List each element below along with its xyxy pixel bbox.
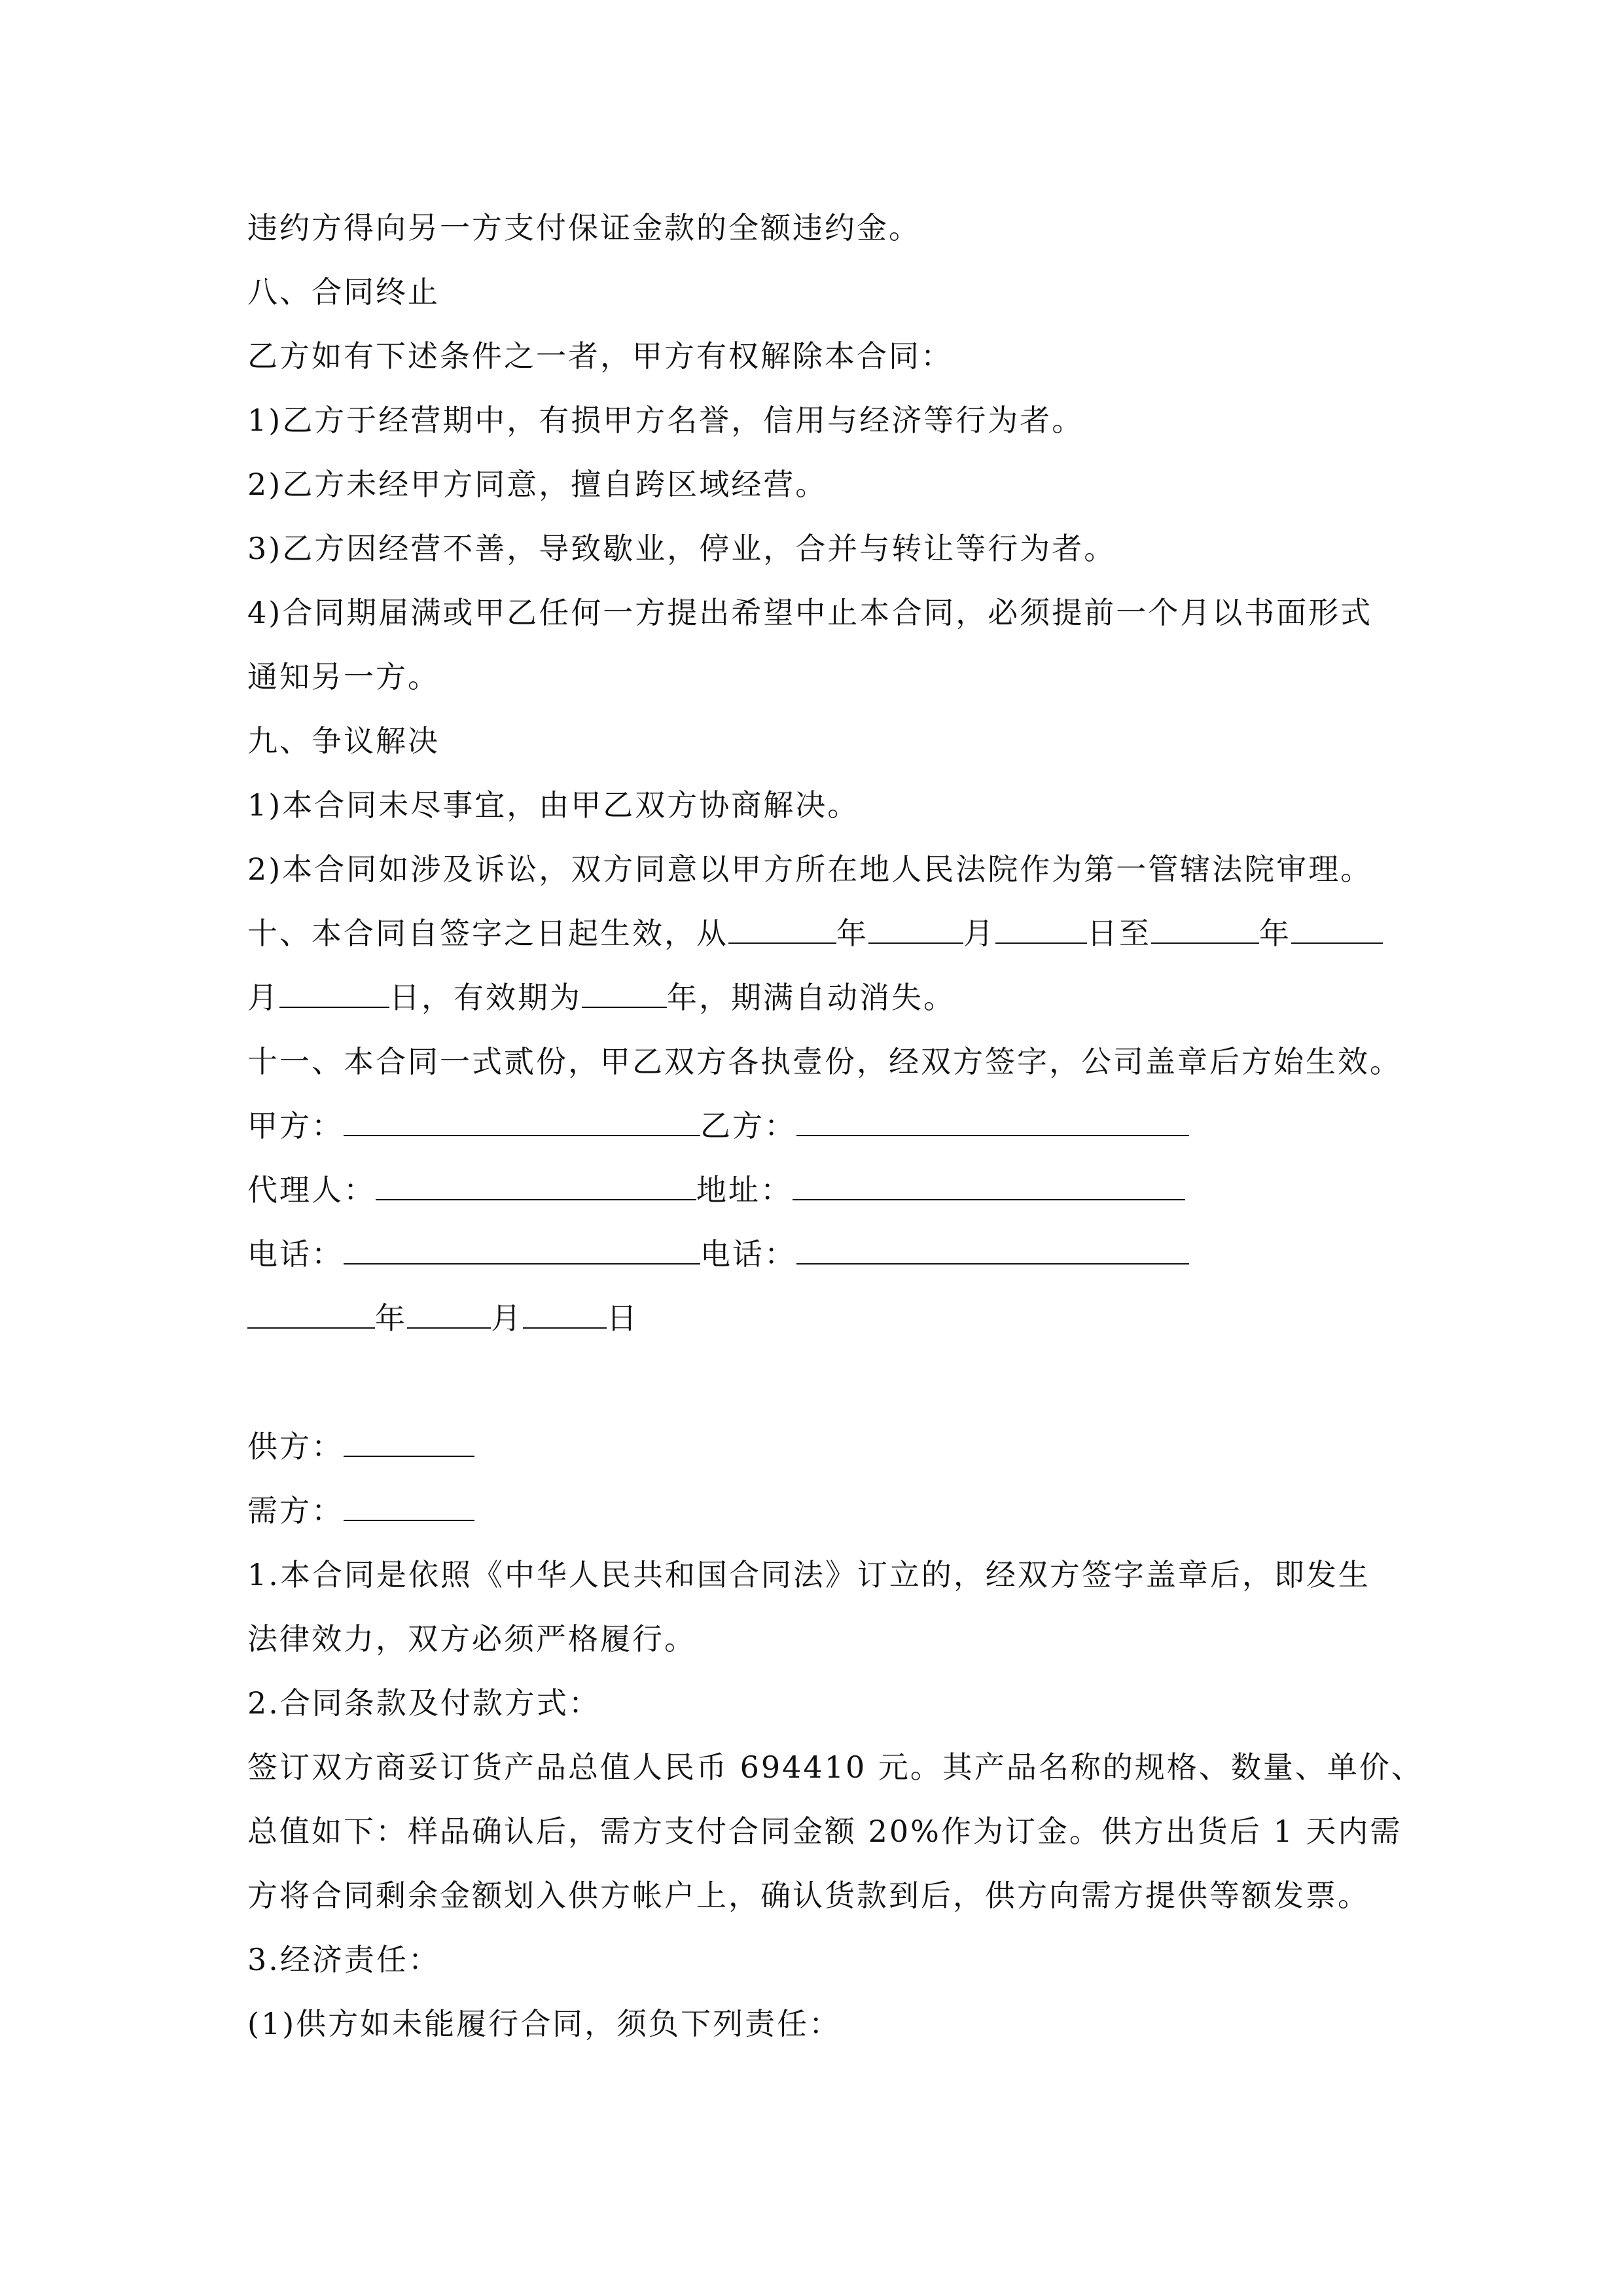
blank-field[interactable] xyxy=(279,978,389,1008)
blank-field[interactable] xyxy=(1151,914,1259,944)
list-item: 3)乙方因经营不善，导致歇业，停业，合并与转让等行为者。 xyxy=(247,531,1116,566)
clause-text: 年 xyxy=(1259,916,1291,951)
list-item: 1)本合同未尽事宜，由甲乙双方协商解决。 xyxy=(247,787,860,823)
signature-row xyxy=(247,1106,1189,1145)
paragraph-line: 签订双方商妥订货产品总值人民币 694410 元。其产品名称的规格、数量、单价、 xyxy=(247,1749,1423,1785)
clause-text: 月 xyxy=(963,916,995,951)
effective-period-clause xyxy=(247,978,955,1017)
day-label: 日 xyxy=(607,1300,639,1336)
section-heading-termination: 八、合同终止 xyxy=(247,274,440,310)
clause-text: 日，有效期为 xyxy=(389,980,582,1015)
blank-field[interactable] xyxy=(868,914,963,944)
day-field[interactable] xyxy=(523,1299,607,1329)
paragraph-line: 通知另一方。 xyxy=(247,659,440,694)
section-heading-dispute: 九、争议解决 xyxy=(247,723,440,759)
supplier-field[interactable] xyxy=(344,1427,474,1457)
list-item: 2)本合同如涉及诉讼，双方同意以甲方所在地人民法院作为第一管辖法院审理。 xyxy=(247,852,1373,887)
blank-field[interactable] xyxy=(995,914,1087,944)
party-a-label: 甲方： xyxy=(247,1108,344,1143)
blank-field[interactable] xyxy=(1291,914,1383,944)
month-field[interactable] xyxy=(407,1299,491,1329)
blank-field[interactable] xyxy=(728,914,836,944)
paragraph-line: 总值如下：样品确认后，需方支付合同金额 20%作为订金。供方出货后 1 天内需 xyxy=(247,1814,1402,1849)
supplier-row xyxy=(247,1427,474,1466)
paragraph-line: 法律效力，双方必须严格履行。 xyxy=(247,1621,696,1657)
paragraph-line: 乙方如有下述条件之一者，甲方有权解除本合同： xyxy=(247,338,953,374)
list-item: 1)乙方于经营期中，有损甲方名誉，信用与经济等行为者。 xyxy=(247,403,1084,438)
signature-row xyxy=(247,1234,1189,1274)
party-b-label: 乙方： xyxy=(700,1108,796,1143)
clause-text: 年 xyxy=(836,916,868,951)
party-a-field[interactable] xyxy=(344,1106,700,1136)
clause-text: 日至 xyxy=(1087,916,1151,951)
address-field[interactable] xyxy=(793,1170,1185,1200)
list-item: 2)乙方未经甲方同意，擅自跨区域经营。 xyxy=(247,467,828,502)
list-item: (1)供方如未能履行合同，须负下列责任： xyxy=(247,2006,842,2041)
section-heading-payment: 2.合同条款及付款方式： xyxy=(247,1685,601,1721)
year-field[interactable] xyxy=(247,1299,375,1329)
paragraph-line: 方将合同剩余金额划入供方帐户上，确认货款到后，供方向需方提供等额发票。 xyxy=(247,1878,1370,1913)
clause-text: 十、本合同自签字之日起生效，从 xyxy=(247,916,728,951)
buyer-field[interactable] xyxy=(344,1491,474,1521)
clause-text: 月 xyxy=(247,980,279,1015)
supplier-label: 供方： xyxy=(247,1429,344,1464)
phone-b-label: 电话： xyxy=(700,1236,796,1272)
signature-date-row xyxy=(247,1299,639,1338)
paragraph-line: 违约方得向另一方支付保证金款的全额违约金。 xyxy=(247,210,921,245)
effective-date-clause xyxy=(247,914,1383,953)
phone-a-label: 电话： xyxy=(247,1236,344,1272)
paragraph-line: 1.本合同是依照《中华人民共和国合同法》订立的，经双方签字盖章后，即发生 xyxy=(247,1557,1370,1592)
list-item: 4)合同期届满或甲乙任何一方提出希望中止本合同，必须提前一个月以书面形式 xyxy=(247,595,1373,630)
agent-field[interactable] xyxy=(376,1170,696,1200)
year-label: 年 xyxy=(375,1300,407,1336)
agent-label: 代理人： xyxy=(247,1172,376,1208)
paragraph-line: 十一、本合同一式贰份，甲乙双方各执壹份，经双方签字，公司盖章后方始生效。 xyxy=(247,1044,1402,1079)
month-label: 月 xyxy=(491,1300,523,1336)
phone-a-field[interactable] xyxy=(344,1234,700,1265)
signature-row xyxy=(247,1170,1185,1210)
buyer-row xyxy=(247,1491,474,1530)
phone-b-field[interactable] xyxy=(796,1234,1189,1265)
clause-text: 年，期满自动消失。 xyxy=(667,980,955,1015)
section-heading-liability: 3.经济责任： xyxy=(247,1942,440,1977)
buyer-label: 需方： xyxy=(247,1493,344,1528)
address-label: 地址： xyxy=(696,1172,793,1208)
blank-field[interactable] xyxy=(582,978,667,1008)
party-b-field[interactable] xyxy=(796,1106,1189,1136)
